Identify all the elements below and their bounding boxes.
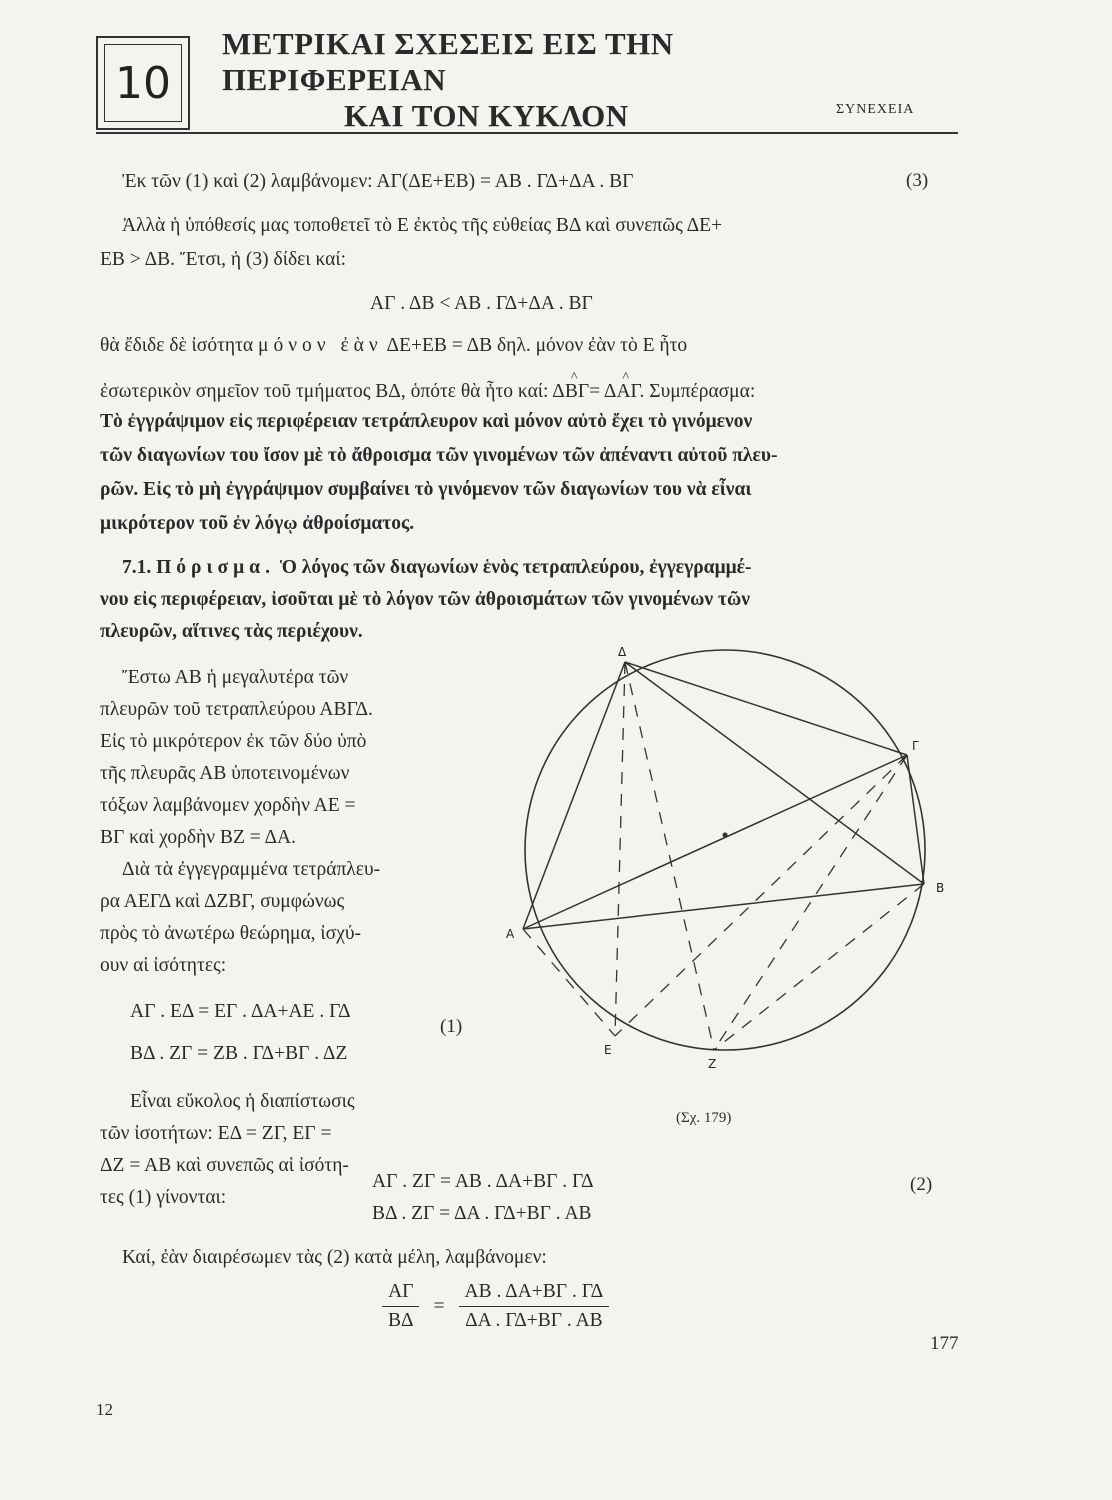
angle-dag-vertex: ^ Α: [616, 380, 630, 404]
intro-line-5-end: ΔΕ+ΕΒ = ΔΒ δηλ. μόνον ἐὰν τὸ Ε ἦτο: [386, 335, 688, 356]
chapter-title-line-2: ΚΑΙ ΤΟΝ ΚΥΚΛΟΝ: [344, 98, 629, 133]
intro-line-3: ΕΒ > ΔΒ. Ἔτσι, ἡ (3) δίδει καί:: [100, 249, 347, 270]
intro-line-1: Ἐκ τῶν (1) καὶ (2) λαμβάνομεν: ΑΓ(ΔΕ+ΕΒ) = ΑΒ . ΓΔ+ΔΑ . ΒΓ: [122, 171, 634, 192]
proof-line: τόξων λαμβάνομεν χορδὴν ΑΕ =: [100, 795, 356, 816]
chapter-title: [222, 26, 902, 134]
figure-caption: (Σχ. 179): [676, 1110, 732, 1126]
porism-line-2: νου εἰς περιφέρειαν, ἰσοῦται μὲ τὸ λόγον τῶν ἀθροισμάτων τῶν γινομένων τῶν: [100, 589, 750, 610]
conclusion-line-4: μικρότερον τοῦ ἐν λόγῳ ἀθροίσματος.: [100, 513, 415, 534]
inequality-equation: ΑΓ . ΔΒ < ΑΒ . ΓΔ+ΔΑ . ΒΓ: [370, 293, 593, 314]
proof-text: [100, 666, 480, 1226]
angle-dbg-vertex: ^ Β: [565, 380, 578, 404]
signature-number: 12: [96, 1400, 113, 1419]
label-zeta: Ζ: [708, 1057, 717, 1071]
label-alpha: Α: [506, 927, 515, 941]
proof-line: Εἰς τὸ μικρότερον ἐκ τῶν δύο ὑπὸ: [100, 731, 367, 752]
side-beta-alpha: [523, 884, 924, 929]
chapter-subtitle: ΣΥΝΕΧΕΙΑ: [836, 102, 915, 117]
dashed-delta-epsilon: [615, 662, 625, 1036]
label-delta: Δ: [618, 645, 627, 659]
equation-2b: ΒΔ . ΖΓ = ΔΑ . ΓΔ+ΒΓ . ΑΒ: [372, 1203, 592, 1224]
page-number: 177: [930, 1333, 959, 1354]
proof-after-line: ΔΖ = ΑΒ καὶ συνεπῶς αἱ ἰσότη-: [100, 1155, 349, 1176]
proof-line: πρὸς τὸ ἀνωτέρω θεώρημα, ἰσχύ-: [100, 923, 361, 944]
proof-line: ουν αἱ ἰσότητες:: [100, 955, 227, 976]
porism-label-word: Πόρισμα.: [156, 557, 275, 578]
proof-line: Διὰ τὰ ἐγγεγραμμένα τετράπλευ-: [122, 859, 381, 880]
intro-line-6: [100, 380, 755, 404]
final-equation: [382, 1280, 609, 1333]
equation-2-number: (2): [910, 1174, 933, 1195]
header-divider: [96, 132, 958, 134]
intro-paragraph: [100, 170, 962, 440]
equation-3-number: (3): [906, 170, 929, 191]
proof-after-line: Εἶναι εὔκολος ἡ διαπίστωσις: [130, 1091, 355, 1112]
chapter-number-box: [96, 36, 190, 130]
final-equals-sign: =: [433, 1295, 445, 1317]
intro-line-6-start: ἐσωτερικὸν σημεῖον τοῦ τμήματος ΒΔ, ὁπότε θὰ ἦτο καί: Δ: [100, 381, 565, 402]
final-rhs-numerator: ΑΒ . ΔΑ+ΒΓ . ΓΔ: [459, 1280, 610, 1307]
dashed-delta-zeta: [625, 662, 714, 1050]
proof-after-line-last: τες (1) γίνονται:: [100, 1187, 227, 1208]
intro-line-2: Ἀλλὰ ἡ ὑπόθεσίς μας τοποθετεῖ τὸ Ε ἐκτὸς τῆς εὐθείας ΒΔ καὶ συνεπῶς ΔΕ+: [122, 215, 723, 236]
conclusion-line-1: Τὸ ἐγγράψιμον εἰς περιφέρειαν τετράπλευρον καὶ μόνον αὐτὸ ἔχει τὸ γινόμενον: [100, 411, 753, 432]
conclusion-line-2: τῶν διαγωνίων του ἴσον μὲ τὸ ἄθροισμα τῶν γινομένων τῶν ἀπέναντι αὐτοῦ πλευ-: [100, 445, 778, 466]
final-lhs-numerator: ΑΓ: [382, 1280, 419, 1307]
equation-1a: ΑΓ . ΕΔ = ΕΓ . ΔΑ+ΑΕ . ΓΔ: [130, 1001, 351, 1022]
intro-line-6-end: Γ. Συμπέρασμα:: [630, 381, 756, 402]
diagonal-alpha-gamma: [523, 755, 907, 929]
dashed-alpha-epsilon: [523, 929, 615, 1036]
equation-1b: ΒΔ . ΖΓ = ΖΒ . ΓΔ+ΒΓ . ΔΖ: [130, 1043, 348, 1064]
proof-line: Ἔστω ΑΒ ἡ μεγαλυτέρα τῶν: [122, 667, 349, 688]
chapter-title-line-1: ΜΕΤΡΙΚΑΙ ΣΧΕΣΕΙΣ ΕΙΣ ΤΗΝ ΠΕΡΙΦΕΡΕΙΑΝ: [222, 26, 674, 97]
porism-line-1: [122, 556, 752, 580]
equation-1-number: (1): [440, 1016, 463, 1037]
side-gamma-beta: [907, 755, 924, 884]
intro-line-5-start: θὰ ἔδιδε δὲ ἰσότητα: [100, 335, 254, 356]
label-epsilon: Ε: [604, 1043, 612, 1057]
divide-line: Καί, ἐὰν διαιρέσωμεν τὰς (2) κατὰ μέλη, λαμβάνομεν:: [122, 1247, 547, 1268]
circumscribed-circle: [525, 650, 925, 1050]
proof-line: ρα ΑΕΓΔ καὶ ΔΖΒΓ, συμφώνως: [100, 891, 345, 912]
conclusion-line-3: ρῶν. Εἰς τὸ μὴ ἐγγράψιμον συμβαίνει τὸ γινόμενον τῶν διαγωνίων του νὰ εἶναι: [100, 479, 752, 500]
porism-label-number: 7.1.: [122, 557, 152, 578]
final-rhs-denominator: ΔΑ . ΓΔ+ΒΓ . ΑΒ: [465, 1310, 603, 1331]
porism-line-1-text: Ὁ λόγος τῶν διαγωνίων ἑνὸς τετραπλεύρου, ἐγγεγραμμέ-: [279, 557, 752, 578]
porism-line-3: πλευρῶν, αἵτινες τὰς περιέχουν.: [100, 621, 363, 642]
intro-line-5: [100, 334, 687, 358]
conclusion-paragraph: [100, 410, 962, 540]
intro-line-6-mid: Γ= Δ: [577, 381, 617, 402]
figure-179-diagram: [500, 640, 960, 1080]
proof-after-line: τῶν ἰσοτήτων: ΕΔ = ΖΓ, ΕΓ =: [100, 1123, 332, 1144]
dashed-beta-zeta: [714, 884, 924, 1050]
final-lhs-denominator: ΒΔ: [388, 1310, 414, 1331]
diagonal-delta-beta: [625, 662, 924, 884]
label-beta: Β: [936, 881, 945, 895]
intro-line-5-spaced: μόνον ἐὰν: [258, 335, 383, 356]
circle-center-point: [723, 833, 728, 838]
label-gamma: Γ: [912, 739, 919, 753]
side-delta-gamma: [625, 662, 907, 755]
proof-line: πλευρῶν τοῦ τετραπλεύρου ΑΒΓΔ.: [100, 699, 373, 720]
proof-line: ΒΓ καὶ χορδὴν ΒΖ = ΔΑ.: [100, 827, 297, 848]
equation-2a: ΑΓ . ΖΓ = ΑΒ . ΔΑ+ΒΓ . ΓΔ: [372, 1171, 594, 1192]
final-rhs-fraction: [459, 1280, 610, 1333]
chapter-number: 10: [104, 44, 182, 122]
proof-line: τῆς πλευρᾶς ΑΒ ὑποτεινομένων: [100, 763, 350, 784]
final-lhs-fraction: [382, 1280, 420, 1333]
